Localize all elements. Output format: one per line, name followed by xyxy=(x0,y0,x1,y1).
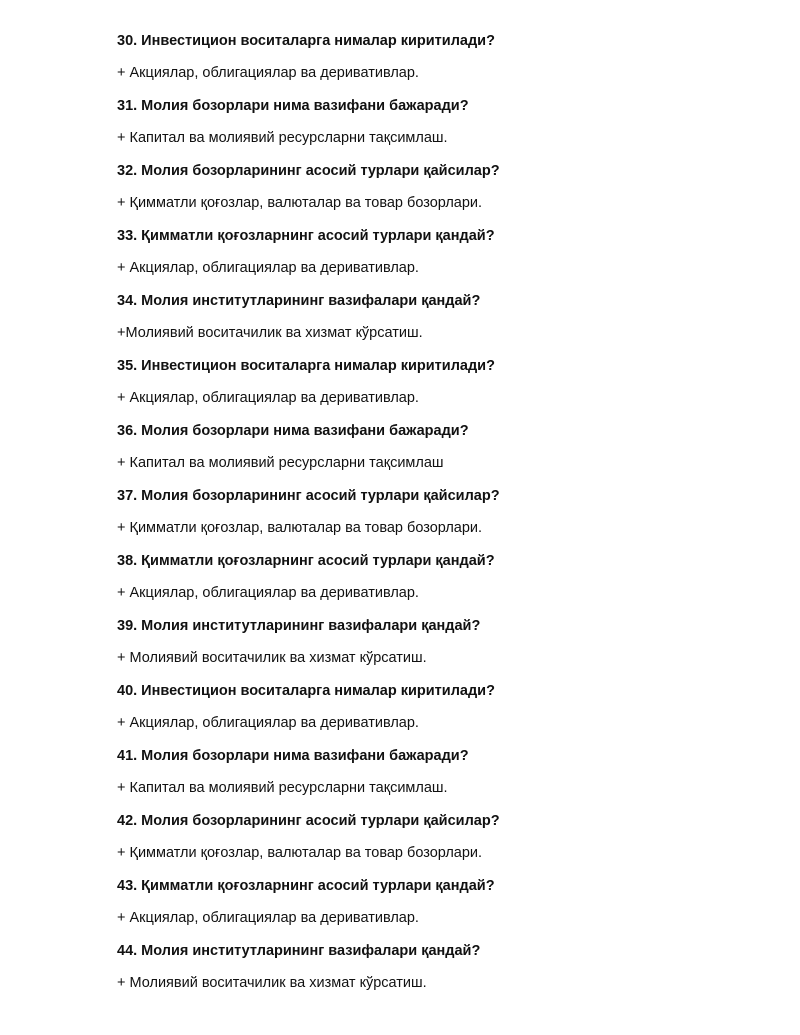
qa-item-43 xyxy=(117,876,737,941)
question-35: 35. Инвестицион воситаларга нималар киритилади? xyxy=(117,358,495,374)
qa-item-33 xyxy=(117,226,737,291)
answer-42: + Қимматли қоғозлар, валюталар ва товар бозорлари. xyxy=(117,845,483,861)
qa-item-34 xyxy=(117,291,737,356)
qa-item-41 xyxy=(117,746,737,811)
question-41: 41. Молия бозорлари нима вазифани бажаради? xyxy=(117,748,469,764)
question-34: 34. Молия институтларининг вазифалари қандай? xyxy=(117,293,481,309)
question-31: 31. Молия бозорлари нима вазифани бажаради? xyxy=(117,98,469,114)
question-33: 33. Қимматли қоғозларнинг асосий турлари қандай? xyxy=(117,228,495,244)
qa-item-31 xyxy=(117,96,737,161)
qa-item-32 xyxy=(117,161,737,226)
qa-item-38 xyxy=(117,551,737,616)
answer-30: + Акциялар, облигациялар ва деривативлар. xyxy=(117,65,419,81)
answer-38: + Акциялар, облигациялар ва деривативлар. xyxy=(117,585,419,601)
question-39: 39. Молия институтларининг вазифалари қандай? xyxy=(117,618,481,634)
answer-37: + Қимматли қоғозлар, валюталар ва товар бозорлари. xyxy=(117,520,483,536)
answer-36: + Капитал ва молиявий ресурсларни тақсимлаш xyxy=(117,455,444,471)
qa-item-30 xyxy=(117,31,737,96)
qa-item-40 xyxy=(117,681,737,746)
question-38: 38. Қимматли қоғозларнинг асосий турлари қандай? xyxy=(117,553,495,569)
answer-41: + Капитал ва молиявий ресурсларни тақсимлаш. xyxy=(117,780,448,796)
qa-item-42 xyxy=(117,811,737,876)
document-page xyxy=(117,31,737,1006)
answer-43: + Акциялар, облигациялар ва деривативлар. xyxy=(117,910,419,926)
qa-item-36 xyxy=(117,421,737,486)
question-37: 37. Молия бозорларининг асосий турлари қайсилар? xyxy=(117,488,500,504)
answer-34: +Молиявий воситачилик ва хизмат кўрсатиш. xyxy=(117,325,423,341)
question-44: 44. Молия институтларининг вазифалари қандай? xyxy=(117,943,481,959)
question-42: 42. Молия бозорларининг асосий турлари қайсилар? xyxy=(117,813,500,829)
qa-item-44 xyxy=(117,941,737,1006)
question-30: 30. Инвестицион воситаларга нималар киритилади? xyxy=(117,33,495,49)
answer-31: + Капитал ва молиявий ресурсларни тақсимлаш. xyxy=(117,130,448,146)
answer-44: + Молиявий воситачилик ва хизмат кўрсатиш. xyxy=(117,975,427,991)
qa-item-37 xyxy=(117,486,737,551)
answer-32: + Қимматли қоғозлар, валюталар ва товар бозорлари. xyxy=(117,195,483,211)
answer-35: + Акциялар, облигациялар ва деривативлар. xyxy=(117,390,419,406)
question-43: 43. Қимматли қоғозларнинг асосий турлари қандай? xyxy=(117,878,495,894)
question-32: 32. Молия бозорларининг асосий турлари қайсилар? xyxy=(117,163,500,179)
answer-33: + Акциялар, облигациялар ва деривативлар. xyxy=(117,260,419,276)
answer-40: + Акциялар, облигациялар ва деривативлар. xyxy=(117,715,419,731)
answer-39: + Молиявий воситачилик ва хизмат кўрсатиш. xyxy=(117,650,427,666)
qa-item-35 xyxy=(117,356,737,421)
question-36: 36. Молия бозорлари нима вазифани бажаради? xyxy=(117,423,469,439)
question-40: 40. Инвестицион воситаларга нималар киритилади? xyxy=(117,683,495,699)
qa-item-39 xyxy=(117,616,737,681)
